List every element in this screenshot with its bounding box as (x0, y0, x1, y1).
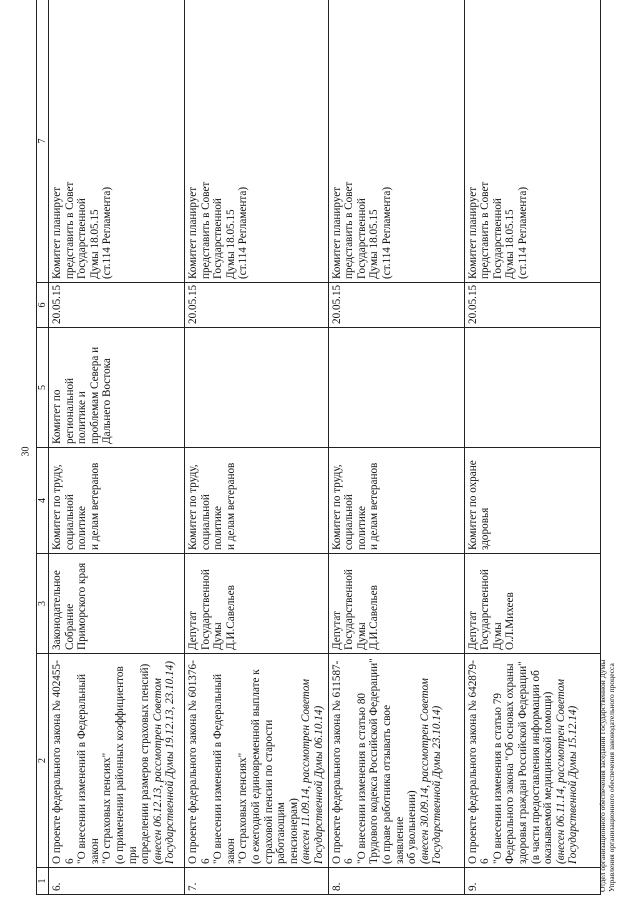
header-col-4: 4 (37, 448, 49, 554)
author-line: Думы (491, 622, 504, 650)
author-line: Думы (212, 622, 225, 650)
bill-text-line: страховой пенсии по старости работающим (262, 719, 288, 864)
bill-text-line: О проекте федерального закона № 601376-6 (187, 660, 212, 864)
status-line: Думы 18.05.15 (88, 209, 101, 279)
bill-text-line: "О внесении изменения в статью 80 (355, 692, 368, 864)
date-cell: 20.05.15 (185, 283, 329, 328)
author-line: Депутат (466, 611, 479, 650)
page-number: 30 (20, 446, 32, 457)
status-line: Думы 18.05.15 (504, 209, 517, 279)
bill-description (328, 654, 464, 868)
status-line: (ст.114 Регламента) (237, 186, 250, 279)
header-col-2: 2 (37, 654, 49, 868)
bill-text-line: об увольнении) (406, 790, 419, 864)
status-line: Государственной (76, 198, 89, 279)
committee-line: здоровья (479, 507, 492, 550)
bill-text-line: О проекте федерального закона № 611587-6 (330, 660, 356, 864)
co-committee-cell (49, 328, 185, 448)
footer-note (598, 660, 616, 892)
co-committee-cell (328, 328, 464, 448)
row-number: 8. (328, 868, 464, 895)
committee-line: и делам ветеранов (88, 462, 101, 550)
committee-line: Комитет по труду, (51, 464, 63, 550)
committee-line: Комитет по труду, (187, 464, 199, 550)
author-line: Государственной (199, 569, 212, 650)
header-col-3: 3 (37, 554, 49, 654)
bill-text-line: "О страховых пенсиях" (237, 752, 250, 864)
status-line: представить в Совет (343, 181, 356, 279)
status-line: (ст.114 Регламента) (516, 186, 529, 279)
bill-text-line: О проекте федерального закона № 642879-6 (466, 660, 492, 864)
bill-note-line: Государственной Думы 15.12.14) (567, 705, 580, 864)
status-line: Государственной (212, 198, 225, 279)
bill-note-line: Государственной Думы 19.12.13, 23.10.14) (164, 661, 177, 864)
bill-description (185, 654, 329, 868)
bill-note-line: (внесен 30.09.14, рассмотрен Советом (418, 678, 431, 864)
author-line: Д.И.Савельев (224, 585, 237, 650)
bill-text-line: (в части предоставления информации об (529, 670, 542, 864)
bill-text-line: определении размеров страховых пенсий) (139, 663, 152, 864)
author-line: Собрание (63, 603, 76, 650)
status-line: представить в Совет (479, 181, 492, 279)
table-row (328, 0, 464, 895)
bills-table (36, 0, 601, 895)
co-committee-cell (464, 328, 600, 448)
bill-note-line: Государственной Думы 23.10.14) (431, 705, 444, 864)
bill-text-line: (о ежегодной единовременной выплате к (249, 669, 262, 864)
responsible-committee-cell (464, 448, 600, 554)
status-line: Государственной (491, 198, 504, 279)
author-line: Приморского края (76, 562, 89, 650)
bill-text-line: "О страховых пенсиях" (101, 752, 114, 864)
footer-line: Отдел организационного обеспечения заседаний Государственной Думы (598, 659, 607, 892)
header-col-1: 1 (37, 868, 49, 895)
bill-note-line: (внесен 11.09.14, рассмотрен Советом (300, 678, 313, 864)
row-number: 9. (464, 868, 600, 895)
bill-note-line: (внесен 06.12.13, рассмотрен Советом (151, 678, 164, 864)
status-line: представить в Совет (199, 181, 212, 279)
status-line: (ст.114 Регламента) (101, 186, 114, 279)
committee-line: Комитет по охране (466, 460, 479, 550)
committee-line: и делам ветеранов (224, 462, 237, 550)
table-row (49, 0, 185, 895)
row-number: 6. (49, 868, 185, 895)
table-row (464, 0, 600, 895)
committee-line: социальной политике (199, 494, 225, 550)
responsible-committee-cell (49, 448, 185, 554)
co-committee-line: Дальнего Востока (101, 358, 114, 444)
bill-text-line: оказываемой медицинской помощи) (542, 691, 555, 864)
bill-description (49, 654, 185, 868)
bill-text-line: (о применении районных коэффициентов при (113, 666, 139, 864)
author-cell (49, 554, 185, 654)
author-line: Думы (355, 622, 368, 650)
row-number: 7. (185, 868, 329, 895)
committee-line: социальной политике (63, 494, 89, 550)
bill-text-line: здоровья граждан Российской Федерации" (516, 661, 529, 864)
table-row (185, 0, 329, 895)
co-committee-line: региональной (63, 377, 76, 444)
header-col-6: 6 (37, 283, 49, 328)
status-line: Думы 18.05.15 (368, 209, 381, 279)
date-cell: 20.05.15 (464, 283, 600, 328)
author-line: Государственной (479, 569, 492, 650)
author-line: Д.И.Савельев (368, 585, 381, 650)
co-committee-line: проблемам Севера и (88, 346, 101, 444)
bill-text-line: Трудового кодекса Российской Федерации" (368, 658, 381, 864)
committee-line: социальной политике (343, 494, 368, 550)
co-committee-line: Комитет по (51, 389, 63, 444)
bill-text-line: "О внесении изменений в Федеральный закон (76, 673, 101, 864)
status-line: Думы 18.05.15 (224, 209, 237, 279)
bill-text-line: О проекте федерального закона № 402455-6 (51, 660, 76, 864)
bill-text-line: (о праве работника отзывать свое заявление (380, 704, 406, 864)
status-line: Комитет планирует (51, 186, 63, 279)
bill-description (464, 654, 600, 868)
author-line: Депутат (187, 611, 199, 650)
status-line: Комитет планирует (466, 186, 479, 279)
author-line: Государственной (343, 569, 356, 650)
status-line: Государственной (355, 198, 368, 279)
bill-text-line: пенсионерам) (287, 798, 300, 864)
author-cell (464, 554, 600, 654)
status-line: Комитет планирует (330, 186, 343, 279)
author-cell (328, 554, 464, 654)
date-cell: 20.05.15 (328, 283, 464, 328)
bill-text-line: Федерального закона "Об основах охраны (504, 663, 517, 864)
date-cell: 20.05.15 (49, 283, 185, 328)
footer-line: Управления организационного обеспечения законодательного процесса (607, 663, 616, 892)
co-committee-cell (185, 328, 329, 448)
responsible-committee-cell (328, 448, 464, 554)
author-cell (185, 554, 329, 654)
header-col-7: 7 (37, 0, 49, 283)
header-col-5: 5 (37, 328, 49, 448)
committee-line: и делам ветеранов (368, 462, 381, 550)
status-cell (49, 0, 185, 283)
status-cell (328, 0, 464, 283)
responsible-committee-cell (185, 448, 329, 554)
status-cell (464, 0, 600, 283)
bill-text-line: "О внесении изменения в статью 79 (491, 692, 504, 864)
status-line: (ст.114 Регламента) (380, 186, 393, 279)
bill-note-line: (внесен 06.11.14, рассмотрен Советом (554, 678, 567, 864)
author-line: Законодательное (51, 570, 63, 650)
bill-text-line: "О внесении изменений в Федеральный закон (212, 673, 237, 864)
status-line: Комитет планирует (187, 186, 199, 279)
status-line: представить в Совет (63, 181, 76, 279)
bill-note-line: Государственной Думы 06.10.14) (312, 705, 325, 864)
status-cell (185, 0, 329, 283)
author-line: Депутат (330, 611, 343, 650)
author-line: О.Л.Михеев (504, 592, 517, 650)
table-header-row (37, 0, 49, 895)
committee-line: Комитет по труду, (330, 464, 343, 550)
co-committee-line: политике и (76, 391, 89, 444)
